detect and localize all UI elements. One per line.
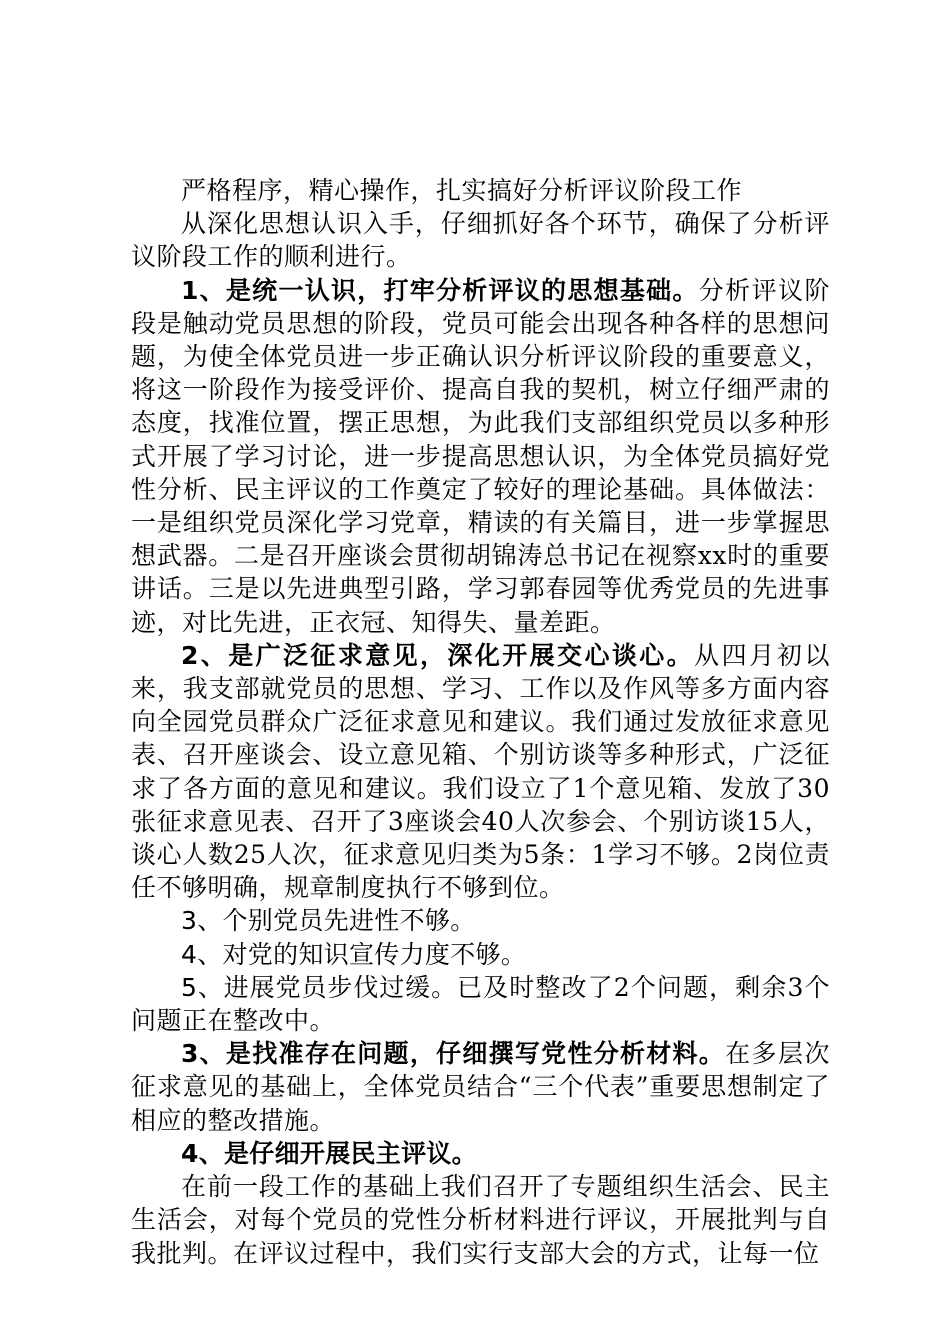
section-1-paragraph [131, 274, 830, 639]
section-1-body: 分析评议阶段是触动党员思想的阶段，党员可能会出现各种各样的思想问题，为使全体党员进一步正确认识分析评议阶段的重要意义，将这一阶段作为接受评价、提高自我的契机，树立仔细严肃的态度，找准位置，摆正思想，为此我们支部组织党员以多种形式开展了学习讨论，进一步提高思想认识，为全体党员搞好党性分析、民主评议的工作奠定了较好的理论基础。具体做法：一是组织党员深化学习党章，精读的有关篇目，进一步掌握思想武器。二是召开座谈会贯彻胡锦涛总书记在视察xx时的重要讲话。三是以先进典型引路，学习郭春园等优秀党员的先进事迹，对比先进，正衣冠、知得失、量差距。 [131, 275, 830, 637]
list-item-5-body: 已及时整改了2个问题，剩余3个问题正在整改中。 [131, 972, 830, 1036]
section-3-heading: 3、是找准存在问题，仔细撰写党性分析材料。 [181, 1039, 726, 1069]
section-1-heading: 1、是统一认识，打牢分析评议的思想基础。 [181, 275, 699, 305]
section-2-body: 从四月初以来，我支部就党员的思想、学习、工作以及作风等多方面内容向全园党员群众广泛征求意见和建议。我们通过发放征求意见表、召开座谈会、设立意见箱、个别访谈等多种形式，广泛征求了各方面的意见和建议。我们设立了1个意见箱、发放了30张征求意见表、召开了3座谈会40人次参会、个别访谈15人，谈心人数25人次，征求意见归类为5条：1学习不够。2岗位责任不够明确，规章制度执行不够到位。 [131, 640, 830, 903]
section-2-paragraph [131, 639, 830, 905]
list-item-3: 3、个别党员先进性不够。 [181, 906, 476, 936]
closing-paragraph: 在前一段工作的基础上我们召开了专题组织生活会、民主生活会，对每个党员的党性分析材料进行评议，开展批判与自我批判。在评议过程中，我们实行支部大会的方式，让每一位 [131, 1172, 830, 1268]
list-item-5 [131, 971, 830, 1037]
document-page [131, 174, 830, 1270]
document-title: 严格程序，精心操作，扎实搞好分析评议阶段工作 [181, 176, 743, 205]
section-4-heading: 4、是仔细开展民主评议。 [181, 1138, 477, 1168]
list-item-4: 4、对党的知识宣传力度不够。 [181, 939, 527, 969]
section-3-body: 在多层次征求意见的基础上，全体党员结合“三个代表”重要思想制定了相应的整改措施。 [131, 1039, 830, 1135]
list-item-5-lead: 5、进展党员步伐过缓。 [181, 972, 458, 1002]
section-3-paragraph [131, 1037, 830, 1137]
section-2-heading: 2、是广泛征求意见，深化开展交心谈心。 [181, 640, 695, 670]
intro-paragraph: 从深化思想认识入手，仔细抓好各个环节，确保了分析评议阶段工作的顺利进行。 [131, 209, 830, 272]
section-4-paragraph [131, 1137, 830, 1170]
